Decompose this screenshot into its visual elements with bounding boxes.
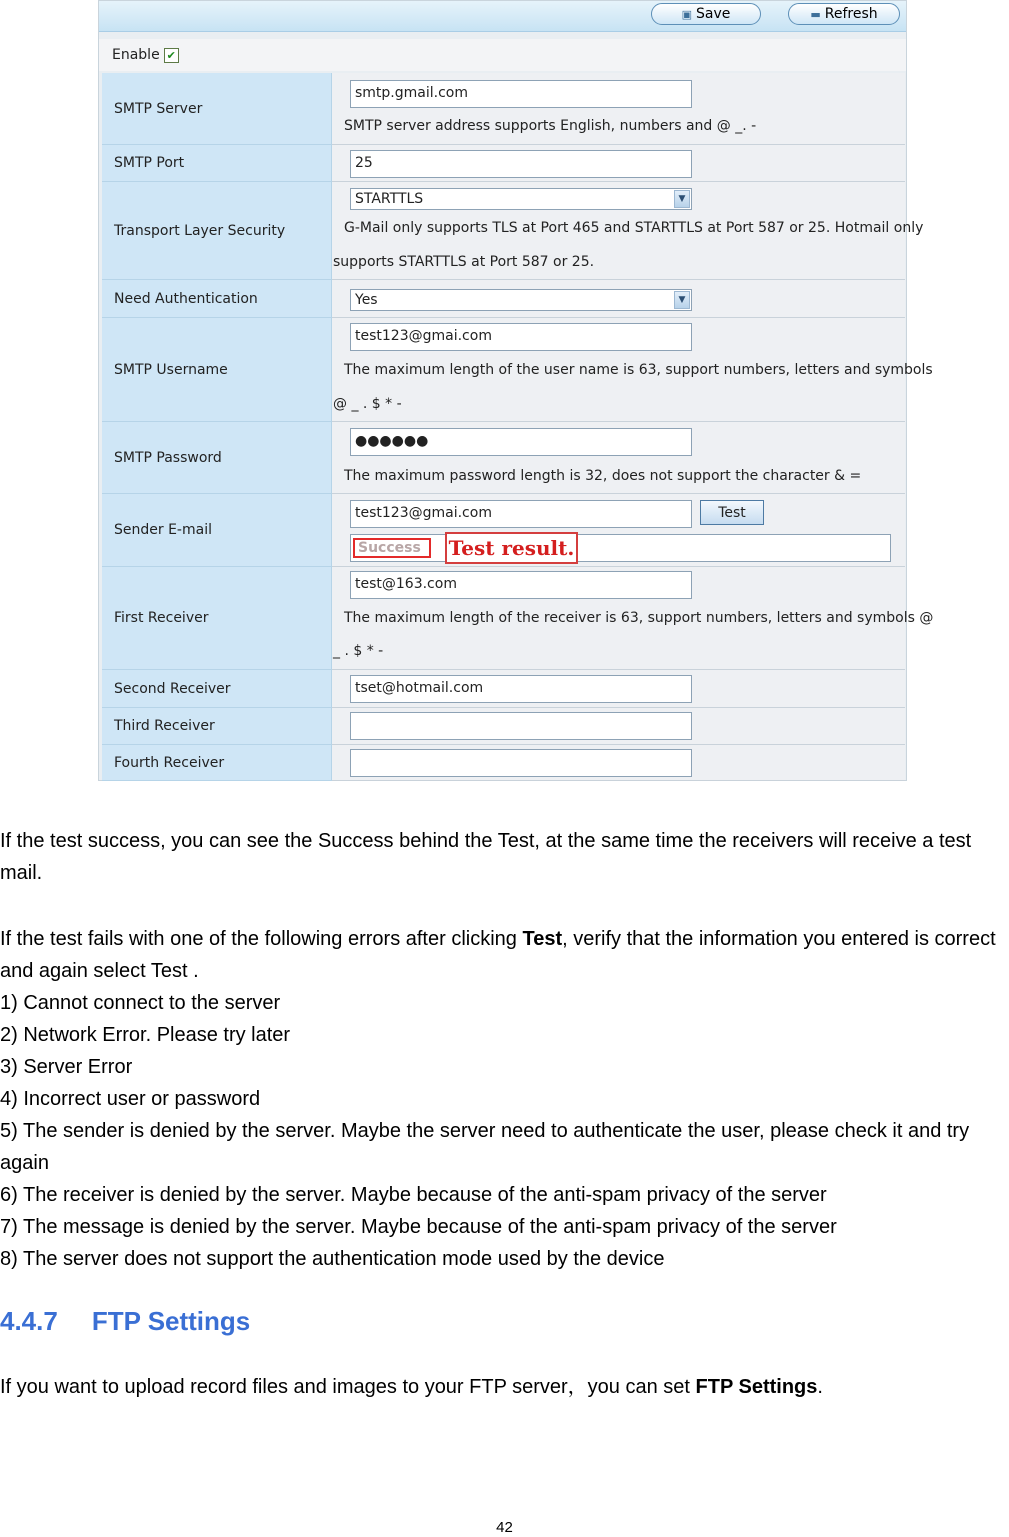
sender-email-row [102,494,905,567]
ftp-pre: If you want to upload record files and images to your FTP server，you can set [0,1376,696,1398]
fourth-receiver-label: Fourth Receiver [102,745,332,781]
tls-label: Transport Layer Security [102,182,332,280]
paragraph-ftp-text [0,1371,1009,1403]
smtp-server-input[interactable]: smtp.gmail.com [350,80,692,108]
error-item: 1) Cannot connect to the server [0,992,281,1014]
success-status: Success [353,538,431,558]
section-heading [0,1306,250,1337]
tls-hint-line2: supports STARTTLS at Port 587 or 25. [333,254,595,270]
third-receiver-input[interactable] [350,712,692,740]
second-receiver-row [102,670,905,708]
first-receiver-hint-line1: The maximum length of the receiver is 63, support numbers, letters and symbols @ [344,610,934,626]
second-receiver-input[interactable]: tset@hotmail.com [350,675,692,703]
tls-hint-line1: G-Mail only supports TLS at Port 465 and STARTTLS at Port 587 or 25. Hotmail only [344,220,924,236]
smtp-port-row [102,145,905,182]
save-icon: ▣ [681,7,693,21]
save-label: Save [696,6,731,22]
chevron-down-icon: ▼ [674,190,690,208]
error-item: 4) Incorrect user or password [0,1088,261,1110]
paragraph-test-success [0,825,1009,889]
enable-row [99,39,906,71]
refresh-icon: ▬ [810,7,821,21]
error-item: 7) The message is denied by the server. Maybe because of the anti-spam privacy of the server [0,1216,837,1238]
error-item: 2) Network Error. Please try later [0,1024,291,1046]
ftp-bold: FTP Settings [695,1376,818,1398]
intro-pre: If the test fails with one of the following errors after clicking [0,928,523,950]
need-auth-label: Need Authentication [102,280,332,318]
first-receiver-row [102,567,934,670]
email-settings-panel [98,0,934,781]
fourth-receiver-input[interactable] [350,749,692,777]
smtp-username-hint-line2: @ _ . $ * - [333,396,402,412]
smtp-password-hint: The maximum password length is 32, does not support the character & = [344,468,862,484]
enable-label: Enable [112,47,160,63]
smtp-password-row [102,422,905,494]
tls-row [102,182,924,280]
smtp-port-label: SMTP Port [102,145,332,182]
fourth-receiver-row [102,745,905,781]
error-item: 6) The receiver is denied by the server. Maybe because of the anti-spam privacy of the server [0,1184,827,1206]
need-auth-select-value: Yes [355,292,378,308]
smtp-username-row [102,318,933,422]
heading-title: FTP Settings [91,1306,251,1336]
error-item: 3) Server Error [0,1056,133,1078]
first-receiver-hint-line2: _ . $ * - [333,643,384,659]
ftp-post: . [817,1376,823,1398]
error-item: 8) The server does not support the authentication mode used by the device [0,1248,665,1270]
paragraph-ftp [0,1371,1009,1403]
need-auth-select[interactable] [350,289,692,311]
first-receiver-input[interactable]: test@163.com [350,571,692,599]
intro-post: , verify that the information you entered is correct and again select Test . [0,928,996,982]
smtp-server-row [102,73,905,145]
refresh-label: Refresh [824,6,878,22]
first-receiver-label: First Receiver [102,567,332,670]
second-receiver-label: Second Receiver [102,670,332,708]
heading-number: 4.4.7 [0,1306,58,1336]
smtp-username-hint-line1: The maximum length of the user name is 63, support numbers, letters and symbols [344,362,933,378]
error-item: 5) The sender is denied by the server. Maybe the server need to authenticate the user, please check it and try again [0,1120,970,1174]
smtp-server-label: SMTP Server [102,73,332,145]
refresh-button[interactable] [788,3,900,25]
page-number: 42 [496,1519,513,1536]
intro-bold-test: Test [522,928,563,950]
enable-checkbox[interactable]: ✔ [164,48,179,63]
smtp-password-label: SMTP Password [102,422,332,494]
test-button[interactable]: Test [700,500,764,525]
tls-select[interactable] [350,188,692,210]
third-receiver-row [102,708,905,745]
tls-select-value: STARTTLS [355,191,424,207]
paragraph-text: If the test success, you can see the Success behind the Test, at the same time the receivers will receive a test mail. [0,830,972,884]
paragraph-test-errors [0,923,1009,1275]
sender-email-label: Sender E-mail [102,494,332,567]
third-receiver-label: Third Receiver [102,708,332,745]
sender-email-input[interactable]: test123@gmai.com [350,500,692,528]
smtp-port-input[interactable]: 25 [350,150,692,178]
chevron-down-icon: ▼ [674,291,690,309]
smtp-server-hint: SMTP server address supports English, numbers and @ _. - [344,118,757,134]
need-auth-row [102,280,905,318]
paragraph-intro [0,923,1009,987]
toolbar [99,1,906,32]
smtp-username-input[interactable]: test123@gmai.com [350,323,692,351]
save-button[interactable] [651,3,761,25]
smtp-password-input[interactable]: ●●●●●● [350,428,692,456]
smtp-username-label: SMTP Username [102,318,332,422]
test-result-field [350,534,891,562]
test-result-callout: Test result. [445,532,578,564]
